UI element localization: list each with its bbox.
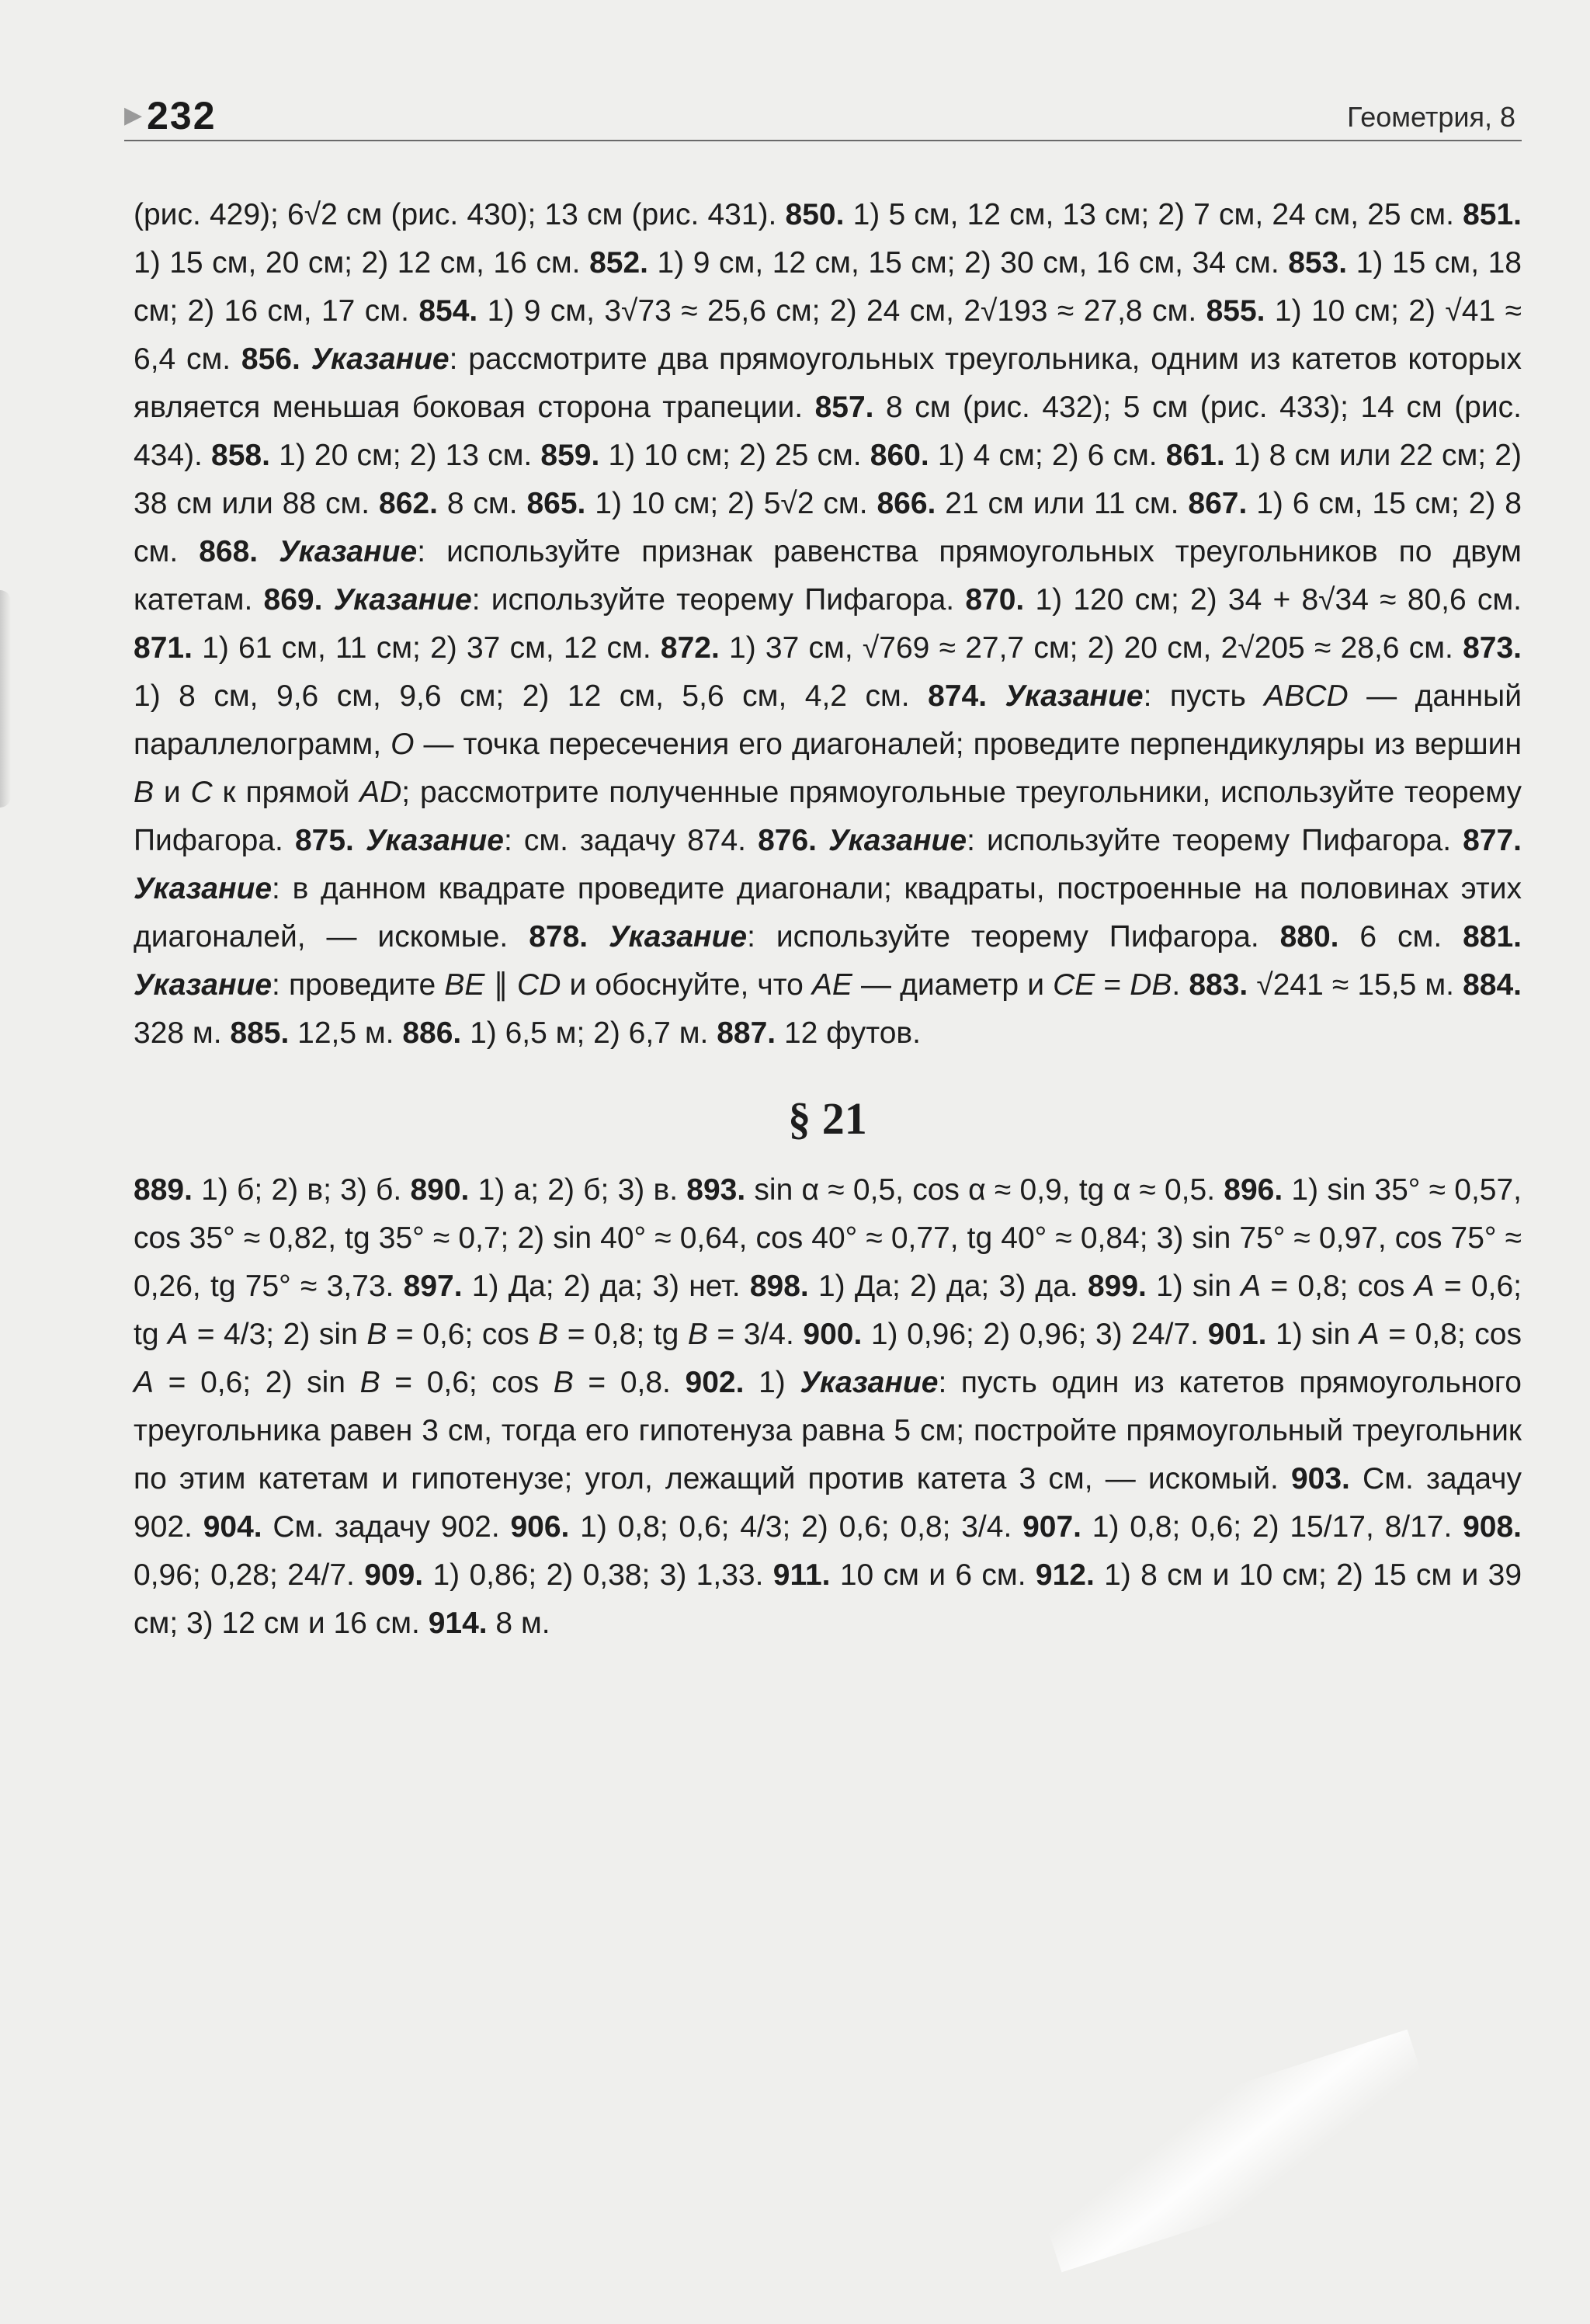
answer-text: ; рассмотрите полученные прямоугольные треугольники, используйте теорему Пифагора. (134, 776, 1522, 857)
problem-number: 897. (403, 1270, 463, 1303)
answer-text: 8 см (рис. 432); 5 см (рис. 433); 14 см (рис. 434). (134, 391, 1522, 472)
answer-text: 8 см. (437, 487, 527, 520)
answer-text: 1) 6 см, 15 см; 2) 8 см. (134, 487, 1522, 568)
page-header (124, 92, 1522, 141)
answer-text: См. задачу 902. (262, 1510, 511, 1544)
answer-text: 1) а; 2) б; 3) в. (469, 1173, 687, 1207)
problem-number: 857. (814, 391, 874, 424)
answer-text: 1) 0,86; 2) 0,38; 3) 1,33. (423, 1558, 773, 1592)
answer-text: : используйте теорему Пифагора. (471, 583, 966, 617)
answer-text (987, 679, 1005, 713)
section-heading: § 21 (788, 1093, 867, 1144)
problem-number: 904. (203, 1510, 262, 1544)
answer-text: 10 см и 6 см. (830, 1558, 1036, 1592)
problem-number: 874. (928, 679, 988, 713)
problem-number: 854. (418, 294, 478, 328)
problem-number: 878. (529, 920, 588, 954)
problem-number: 906. (510, 1510, 570, 1544)
answers-text (134, 191, 1522, 1648)
problem-number: 912. (1035, 1558, 1095, 1592)
problem-number: 886. (402, 1016, 462, 1050)
scan-glare (1023, 2030, 1446, 2273)
hint-label: Указание (311, 342, 450, 376)
answer-text: 1) 120 см; 2) 34 + 8√34 ≈ 80,6 см. (1024, 583, 1522, 617)
problem-number: 889. (134, 1173, 193, 1207)
problem-number: 853. (1288, 246, 1348, 280)
variable: BE (444, 968, 485, 1002)
answer-text: = 0,8. (573, 1366, 686, 1399)
problem-number: 900. (803, 1318, 863, 1351)
answer-text: : см. задачу 874. (503, 824, 759, 857)
answer-text: = 4/3; 2) sin (188, 1318, 367, 1351)
answer-text: 1) (744, 1366, 800, 1399)
answer-text: : используйте признак равенства прямоугольных треугольников по двум катетам. (134, 535, 1522, 617)
answer-text: 1) sin (1146, 1270, 1241, 1303)
page-edge-shadow (0, 590, 11, 808)
variable: A (168, 1318, 189, 1351)
hint-label: Указание (609, 920, 748, 954)
problem-number: 884. (1463, 968, 1522, 1002)
answer-text: : рассмотрите два прямоугольных треугольника, одним из катетов которых является меньшая боковая сторона трапеции. (134, 342, 1522, 424)
problem-number: 887. (717, 1016, 776, 1050)
problem-number: 909. (364, 1558, 424, 1592)
answer-text (588, 920, 609, 954)
answer-text: 0,96; 0,28; 24/7. (134, 1558, 365, 1592)
answer-text: sin α ≈ 0,5, cos α ≈ 0,9, tg α ≈ 0,5. (745, 1173, 1224, 1207)
answer-text: 1) 10 см; 2) 5√2 см. (585, 487, 877, 520)
answer-text: 1) 4 см; 2) 6 см. (929, 439, 1166, 472)
answer-text: 1) 9 см, 12 см, 15 см; 2) 30 см, 16 см, 34 см. (647, 246, 1289, 280)
answer-text: 1) 9 см, 3√73 ≈ 25,6 см; 2) 24 см, 2√193 ≈ 27,8 см. (477, 294, 1206, 328)
problem-number: 869. (263, 583, 323, 617)
answer-text: = 0,8; tg (558, 1318, 688, 1351)
answer-text: 1) 0,8; 0,6; 4/3; 2) 0,6; 0,8; 3/4. (569, 1510, 1023, 1544)
variable: B (134, 776, 154, 809)
problem-number: 856. (241, 342, 300, 376)
problem-number: 877. (1463, 824, 1522, 857)
answer-text: 1) 8 см или 22 см; 2) 38 см или 88 см. (134, 439, 1522, 520)
problem-number: 901. (1207, 1318, 1267, 1351)
problem-number: 893. (686, 1173, 746, 1207)
answer-text: 1) 10 см; 2) √41 ≈ 6,4 см. (134, 294, 1522, 376)
answer-text: 1) 37 см, √769 ≈ 27,7 см; 2) 20 см, 2√205 ≈ 28,6 см. (719, 631, 1463, 665)
variable: B (359, 1366, 380, 1399)
answer-text: — данный параллелограмм, (134, 679, 1522, 761)
answer-text: и обоснуйте, что (561, 968, 812, 1002)
answer-text: = 0,6; 2) sin (154, 1366, 360, 1399)
answer-text: 21 см или 11 см. (936, 487, 1189, 520)
answer-text (354, 824, 366, 857)
problem-number: 911. (772, 1558, 831, 1592)
answer-text: = (1095, 968, 1130, 1002)
variable: AE (811, 968, 852, 1002)
variable: A (134, 1366, 154, 1399)
answer-text: 1) 20 см; 2) 13 см. (269, 439, 541, 472)
answer-text: 12 футов. (776, 1016, 921, 1050)
variable: CE (1053, 968, 1095, 1002)
answer-text: 8 м. (487, 1607, 550, 1640)
answer-text: 1) sin 35° ≈ 0,57, cos 35° ≈ 0,82, tg 35° ≈ 0,7; 2) sin 40° ≈ 0,64, cos 40° ≈ 0,77, tg 40° ≈ 0,84; 3) sin 75° ≈ 0,97, cos 75° ≈ 0,26, tg 75° ≈ 3,73. (134, 1173, 1522, 1303)
answer-text: : используйте теорему Пифагора. (747, 920, 1280, 954)
problem-number: 903. (1290, 1462, 1350, 1495)
problem-number: 881. (1463, 920, 1522, 954)
answer-text: : проведите (272, 968, 445, 1002)
answer-text (300, 342, 311, 376)
problem-number: 908. (1463, 1510, 1522, 1544)
problem-number: 862. (379, 487, 438, 520)
running-title: Геометрия, 8 (1347, 101, 1515, 133)
problem-number: 907. (1022, 1510, 1081, 1544)
answer-text: 1) 0,96; 2) 0,96; 3) 24/7. (862, 1318, 1208, 1351)
problem-number: 898. (749, 1270, 809, 1303)
answers-paragraph-section-20 (134, 191, 1522, 1058)
variable: AD (359, 776, 402, 809)
problem-number: 876. (758, 824, 817, 857)
answer-text: = 0,6; cos (387, 1318, 539, 1351)
answer-text: = 0,6; tg (134, 1270, 1522, 1351)
variable: A (1414, 1270, 1435, 1303)
problem-number: 885. (230, 1016, 290, 1050)
problem-number: 899. (1087, 1270, 1147, 1303)
answer-text: 1) 8 см и 10 см; 2) 15 см и 39 см; 3) 12 см и 16 см. (134, 1558, 1522, 1640)
answer-text: : используйте теорему Пифагора. (967, 824, 1463, 857)
problem-number: 902. (685, 1366, 745, 1399)
hint-label: Указание (134, 968, 273, 1002)
answer-text: = 0,8; cos (1261, 1270, 1415, 1303)
problem-number: 867. (1188, 487, 1248, 520)
answer-text: : в данном квадрате проведите диагонали; квадраты, построенные на половинах этих диагоналей, — искомые. (134, 872, 1522, 954)
hint-label: Указание (1005, 679, 1144, 713)
hint-label: Указание (365, 824, 504, 857)
answer-text: к прямой (212, 776, 360, 809)
hint-label: Указание (333, 583, 472, 617)
problem-number: 850. (785, 198, 845, 231)
answer-text: : пусть (1143, 679, 1265, 713)
variable: B (687, 1318, 708, 1351)
variable: DB (1130, 968, 1172, 1002)
variable: O (391, 728, 415, 761)
problem-number: 859. (540, 439, 600, 472)
answer-text: ∥ (484, 968, 518, 1002)
page-number: ▶ 232 (124, 93, 217, 138)
answer-text: 1) Да; 2) да; 3) да. (808, 1270, 1088, 1303)
answer-text: . (1172, 968, 1189, 1002)
answer-text: — точка пересечения его диагоналей; проведите перпендикуляры из вершин (414, 728, 1522, 761)
answer-text: 1) sin (1266, 1318, 1359, 1351)
problem-number: 872. (660, 631, 720, 665)
hint-label: Указание (800, 1366, 939, 1399)
answer-text: 1) 5 см, 12 см, 13 см; 2) 7 см, 24 см, 25 см. (844, 198, 1463, 231)
variable: CD (517, 968, 561, 1002)
problem-number: 866. (877, 487, 936, 520)
answer-text: 328 м. (134, 1016, 231, 1050)
variable: A (1359, 1318, 1380, 1351)
answer-text: 1) 6,5 м; 2) 6,7 м. (461, 1016, 717, 1050)
variable: C (190, 776, 213, 809)
answer-text: 6 см. (1338, 920, 1463, 954)
problem-number: 875. (294, 824, 354, 857)
answer-text (258, 535, 279, 568)
answer-text: 1) 15 см, 20 см; 2) 12 см, 16 см. (134, 246, 590, 280)
variable: A (1241, 1270, 1262, 1303)
answer-text: 1) 61 см, 11 см; 2) 37 см, 12 см. (192, 631, 661, 665)
answer-text: — диаметр и (852, 968, 1054, 1002)
problem-number: 858. (211, 439, 270, 472)
answer-text: (рис. 429); 6√2 см (рис. 430); 13 см (рис. 431). (134, 198, 786, 231)
problem-number: 852. (589, 246, 648, 280)
hint-label: Указание (134, 872, 273, 905)
problem-number: 861. (1165, 439, 1225, 472)
problem-number: 860. (870, 439, 929, 472)
problem-number: 880. (1279, 920, 1339, 954)
answer-text: 1) 15 см, 18 см; 2) 16 см, 17 см. (134, 246, 1522, 328)
problem-number: 890. (410, 1173, 470, 1207)
problem-number: 855. (1206, 294, 1265, 328)
variable: ABCD (1264, 679, 1349, 713)
answer-text: См. задачу 902. (134, 1462, 1522, 1544)
answer-text (817, 824, 828, 857)
answer-text: и (154, 776, 191, 809)
problem-number: 871. (134, 631, 193, 665)
answer-text: = 0,6; cos (380, 1366, 554, 1399)
problem-number: 914. (428, 1607, 488, 1640)
hint-label: Указание (279, 535, 418, 568)
answer-text: 1) 8 см, 9,6 см, 9,6 см; 2) 12 см, 5,6 см, 4,2 см. (134, 679, 929, 713)
problem-number: 896. (1224, 1173, 1283, 1207)
answer-text: = 0,8; cos (1379, 1318, 1522, 1351)
problem-number: 851. (1463, 198, 1522, 231)
answer-text: 1) б; 2) в; 3) б. (192, 1173, 411, 1207)
variable: B (538, 1318, 559, 1351)
answer-text: 1) Да; 2) да; 3) нет. (462, 1270, 750, 1303)
answer-text: : пусть один из катетов прямоугольного треугольника равен 3 см, тогда его гипотенуза равна 5 см; постройте прямоугольный треугольник по этим катетам и гипотенузе; угол, лежащий против катета 3 см, — искомый. (134, 1366, 1522, 1495)
answer-text: 1) 0,8; 0,6; 2) 15/17, 8/17. (1081, 1510, 1463, 1544)
answer-text (322, 583, 333, 617)
answer-text: 12,5 м. (289, 1016, 403, 1050)
hint-label: Указание (828, 824, 967, 857)
variable: B (553, 1366, 574, 1399)
answer-text: 1) 10 см; 2) 25 см. (599, 439, 870, 472)
variable: B (366, 1318, 387, 1351)
problem-number: 883. (1189, 968, 1248, 1002)
problem-number: 868. (199, 535, 259, 568)
answer-text: √241 ≈ 15,5 м. (1248, 968, 1463, 1002)
problem-number: 870. (965, 583, 1025, 617)
problem-number: 865. (526, 487, 586, 520)
answer-text: = 3/4. (707, 1318, 804, 1351)
answers-paragraph-section-21 (134, 1166, 1522, 1648)
problem-number: 873. (1463, 631, 1522, 665)
